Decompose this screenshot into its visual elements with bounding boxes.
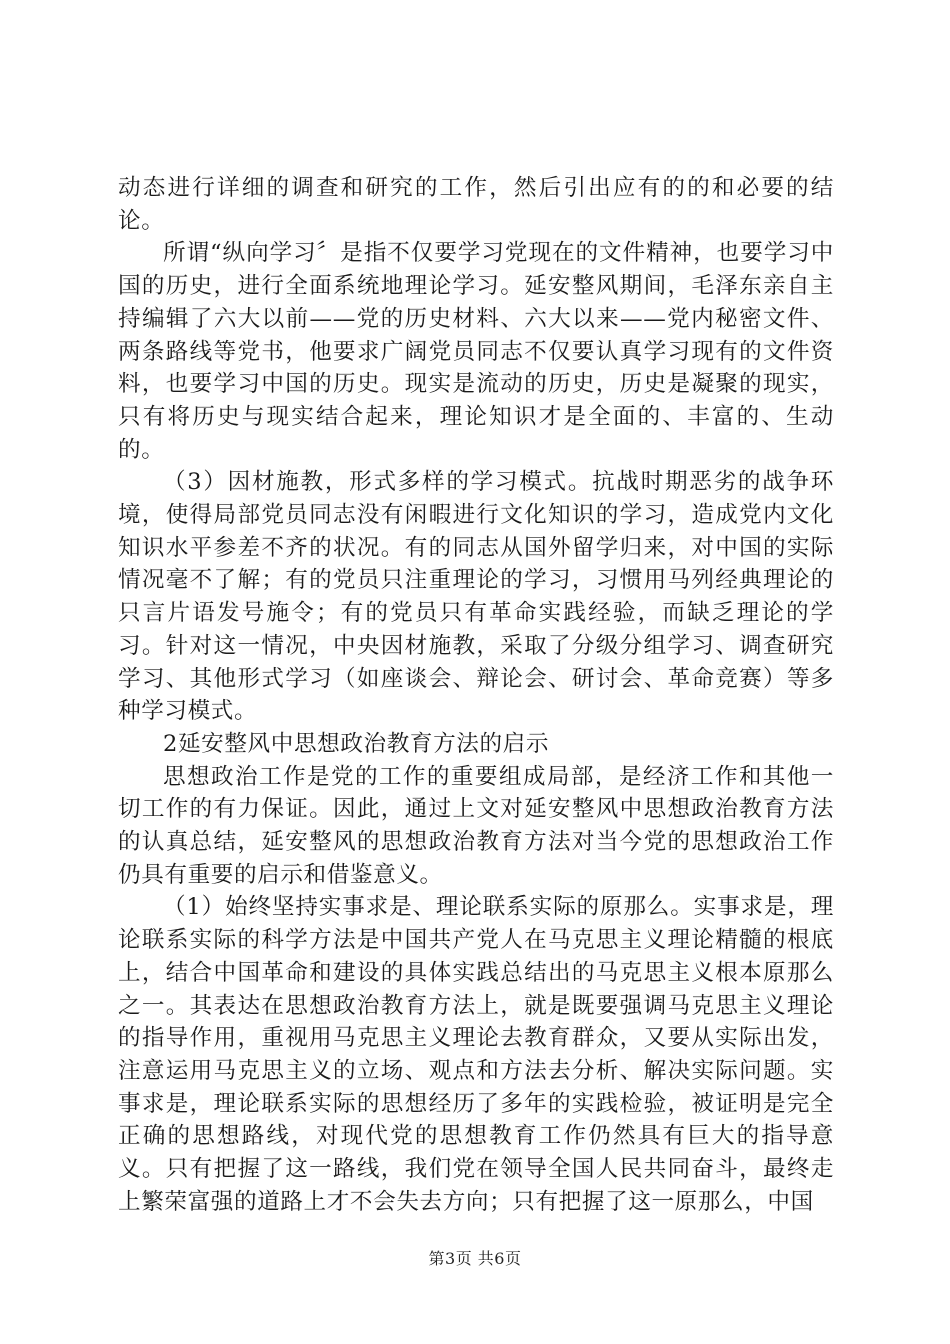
page-number: 第3页 共6页: [428, 1249, 522, 1268]
paragraph-seek-truth: （1）始终坚持实事求是、理论联系实际的原那么。实事求是，理论联系实际的科学方法是中国共产党人在马克思主义理论精髓的根底上，结合中国革命和建设的具体实践总结出的马克思主义根本原那么之一。其表达在思想政治教育方法上，就是既要强调马克思主义理论的指导作用，重视用马克思主义理论去教育群众，又要从实际出发，注意运用马克思主义的立场、观点和方法去分析、解决实际问题。实事求是，理论联系实际的思想经历了多年的实践检验，被证明是完全正确的思想路线，对现代党的思想教育工作仍然具有巨大的指导意义。只有把握了这一路线，我们党在领导全国人民共同奋斗，最终走上繁荣富强的道路上才不会失去方向；只有把握了这一原那么，中国: [118, 894, 834, 1215]
paragraph-vertical-learning: 所谓“纵向学习〞是指不仅要学习党现在的文件精神，也要学习中国的历史，进行全面系统地理论学习。延安整风期间，毛泽东亲自主持编辑了六大以前——党的历史材料、六大以来——党内秘密文件、两条路线等党书，他要求广阔党员同志不仅要认真学习现有的文件资料，也要学习中国的历史。现实是流动的历史，历史是凝聚的现实，只有将历史与现实结合起来，理论知识才是全面的、丰富的、生动的。: [118, 240, 834, 463]
body-text: [118, 172, 834, 1219]
section-heading: 2延安整风中思想政治教育方法的启示: [163, 730, 550, 757]
paragraph-learning-modes: （3）因材施教，形式多样的学习模式。抗战时期恶劣的战争环境，使得局部党员同志没有闲暇进行文化知识的学习，造成党内文化知识水平参差不齐的状况。有的同志从国外留学归来，对中国的实际情况毫不了解；有的党员只注重理论的学习，习惯用马列经典理论的只言片语发号施令；有的党员只有革命实践经验，而缺乏理论的学习。针对这一情况，中央因材施教，采取了分级分组学习、调查研究学习、其他形式学习（如座谈会、辩论会、研讨会、革命竞赛）等多种学习模式。: [118, 469, 834, 725]
paragraph-political-work: 思想政治工作是党的工作的重要组成局部，是经济工作和其他一切工作的有力保证。因此，通过上文对延安整风中思想政治教育方法的认真总结，延安整风的思想政治教育方法对当今党的思想政治工作仍具有重要的启示和借鉴意义。: [118, 763, 834, 888]
paragraph-continuation: 动态进行详细的调查和研究的工作，然后引出应有的的和必要的结论。: [118, 175, 834, 234]
